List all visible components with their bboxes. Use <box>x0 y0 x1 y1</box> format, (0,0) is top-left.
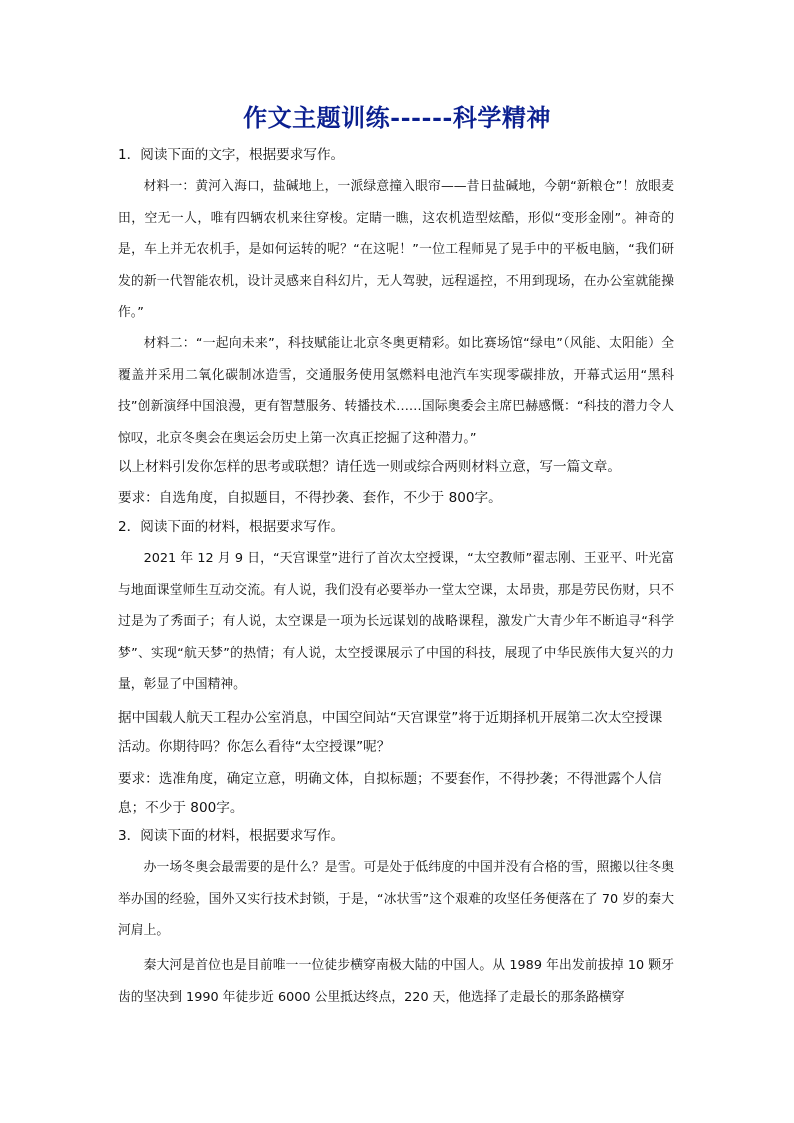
q3-paragraph-1: 办一场冬奥会最需要的是什么？是雪。可是处于低纬度的中国并没有合格的雪，照搬以往冬奥举办国的经验，国外又实行技术封锁，于是，“冰状雪”这个艰难的攻坚任务便落在了 70 岁的秦大河肩上。 <box>118 860 674 938</box>
q1-material-1: 材料一：黄河入海口，盐碱地上，一派绿意撞入眼帘——昔日盐碱地，今朝“新粮仓”！放眼麦田，空无一人，唯有四辆农机来往穿梭。定睛一瞧，这农机造型炫酷，形似“变形金刚”。神奇的是，车上并无农机手，是如何运转的呢？“在这呢！”一位工程师晃了晃手中的平板电脑，“我们研发的新一代智能农机，设计灵感来自科幻片，无人驾驶，远程遥控，不用到现场，在办公室就能操作。” <box>118 179 674 320</box>
q1-material-2: 材料二：“一起向未来”，科技赋能让北京冬奥更精彩。如比赛场馆“绿电”（风能、太阳能）全覆盖并采用二氧化碳制冰造雪，交通服务使用氢燃料电池汽车实现零碳排放，开幕式运用“黑科技”创新演绎中国浪漫，更有智慧服务、转播技术……国际奥委会主席巴赫感慨：“科技的潜力令人惊叹，北京冬奥会在奥运会历史上第一次真正挖掘了这种潜力。” <box>118 336 674 446</box>
q2-requirement: 要求：选准角度，确定立意，明确文体，自拟标题；不要套作，不得抄袭；不得泄露个人信息；不少于 800字。 <box>118 771 662 816</box>
q1-requirement: 要求：自选角度，自拟题目，不得抄袭、套作，不少于 800字。 <box>118 490 502 506</box>
q2-heading: 2．阅读下面的材料，根据要求写作。 <box>118 519 345 535</box>
q2-material: 2021 年 12 月 9 日，“天宫课堂”进行了首次太空授课，“太空教师”翟志刚、王亚平、叶光富与地面课堂师生互动交流。有人说，我们没有必要举办一堂太空课，太昂贵，那是劳民伤财，只不过是为了秀面子；有人说，太空课是一项为长远谋划的战略课程，激发广大青少年不断追寻“科学梦”、实现“航天梦”的热情；有人说，太空授课展示了中国的科技，展现了中华民族伟大复兴的力量，彰显了中国精神。 <box>118 551 674 692</box>
q1-prompt: 以上材料引发你怎样的思考或联想？请任选一则或综合两则材料立意，写一篇文章。 <box>118 459 621 475</box>
q2-prompt: 据中国载人航天工程办公室消息，中国空间站“天宫课堂”将于近期择机开展第二次太空授课活动。你期待吗？你怎么看待“太空授课”呢？ <box>118 710 663 755</box>
q3-heading: 3．阅读下面的材料，根据要求写作。 <box>118 828 345 844</box>
q1-heading: 1．阅读下面的文字，根据要求写作。 <box>118 147 345 163</box>
page-title: 作文主题训练------科学精神 <box>243 103 551 132</box>
q3-paragraph-2: 秦大河是首位也是目前唯一一位徒步横穿南极大陆的中国人。从 1989 年出发前拔掉 10 颗牙齿的坚决到 1990 年徒步近 6000 公里抵达终点，220 天，他选择了走最长的那条路横穿 <box>118 958 674 1005</box>
